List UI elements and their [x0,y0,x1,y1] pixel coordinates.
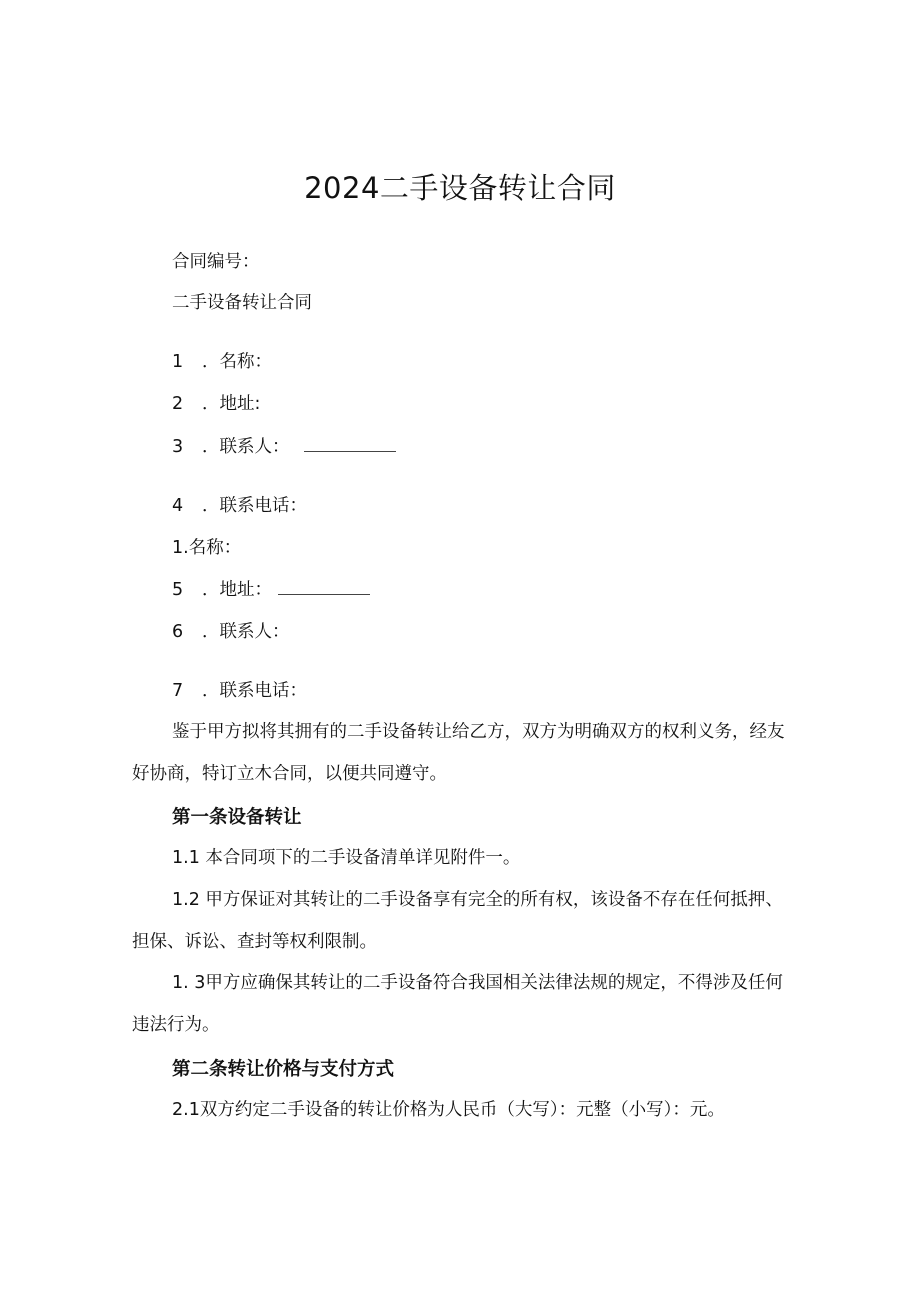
blank-line [304,437,396,452]
party-b-address [172,578,370,602]
item-number: 5 [172,580,184,600]
clause-2-1: 2.1双方约定二手设备的转让价格为人民币（大写）：元整（小写）：元。 [172,1100,725,1120]
party-a-phone [172,494,307,518]
clause-1-3: 1. 3甲方应确保其转让的二手设备符合我国相关法律法规的规定，不得涉及任何违法行为。 [132,973,783,1035]
item-label: 名称： [188,538,242,558]
party-b-phone [172,679,307,703]
preamble-paragraph: 鉴于甲方拟将其拥有的二手设备转让给乙方，双方为明确双方的权利义务，经友好协商，特订立木合同，以便共同遵守。 [132,722,785,784]
party-b-name [172,536,241,560]
item-label: ．名称： [202,352,272,372]
item-number: 1. [172,538,189,558]
party-a-name [172,350,272,374]
item-label: ．地址: [202,394,261,414]
contract-number-label: 合同编号： [172,252,260,272]
item-number: 7 [172,681,184,701]
item-label: ．联系人： [202,622,290,642]
party-a-contact [172,435,396,459]
section-1-heading: 第一条设备转让 [172,807,302,828]
item-label: ．地址： [202,580,272,600]
blank-line [278,580,370,595]
item-number: 1 [172,352,184,372]
item-label: ．联系人： [202,437,290,457]
party-a-address [172,392,260,416]
item-number: 2 [172,394,184,414]
section-2-heading: 第二条转让价格与支付方式 [172,1059,395,1080]
document-title: 2024二手设备转让合同 [304,171,616,205]
clause-1-2: 1.2 甲方保证对其转让的二手设备享有完全的所有权，该设备不存在任何抵押、担保、诉讼、查封等权利限制。 [132,890,783,952]
clause-1-1: 1.1 本合同项下的二手设备清单详见附件一。 [172,848,521,868]
item-label: ．联系电话： [202,496,307,516]
item-number: 4 [172,496,184,516]
item-number: 3 [172,437,184,457]
party-b-contact [172,620,290,644]
document-subtitle: 二手设备转让合同 [172,293,312,313]
item-number: 6 [172,622,184,642]
item-label: ．联系电话： [202,681,307,701]
